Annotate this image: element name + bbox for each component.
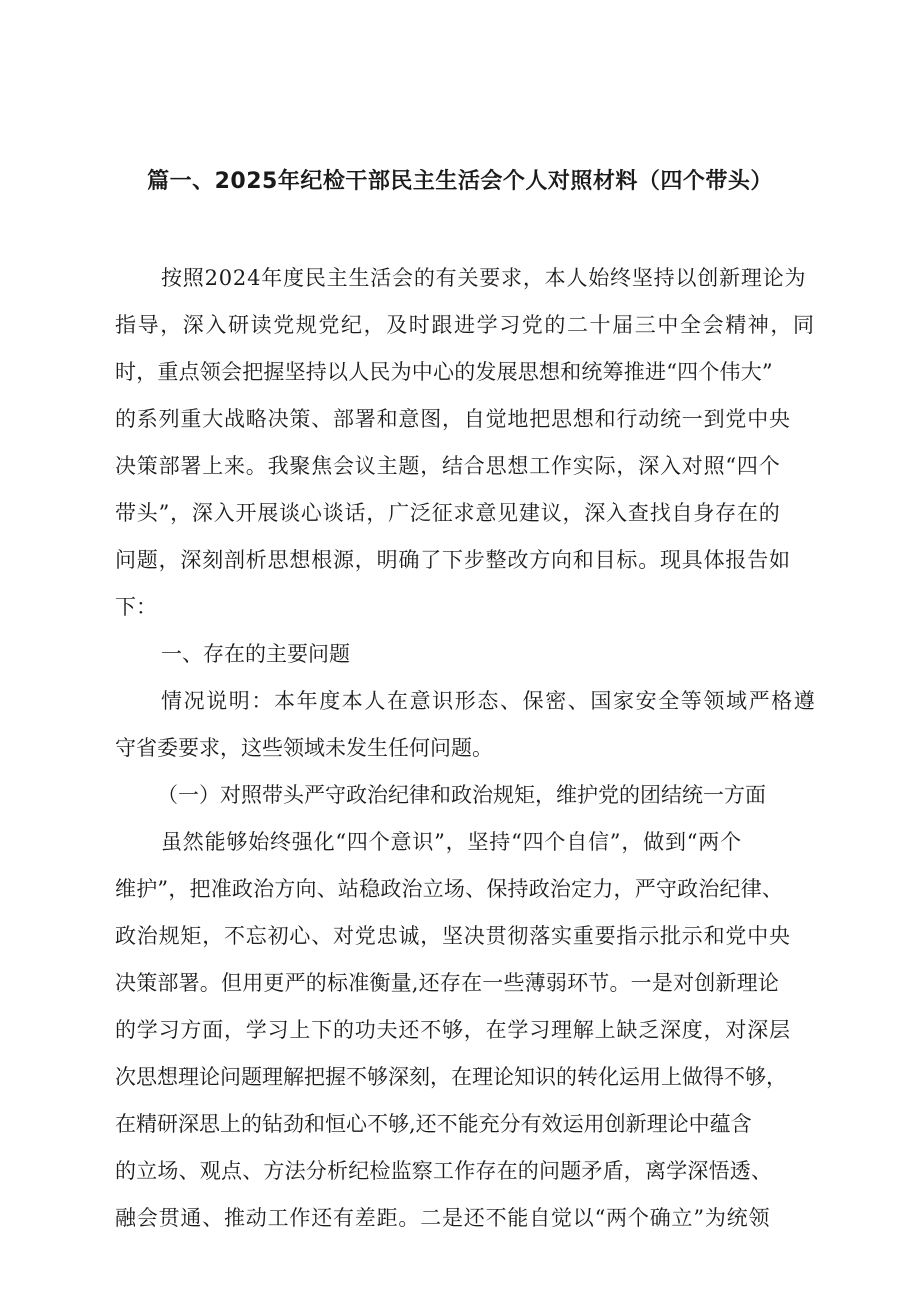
detail-line: 的学习方面，学习上下的功夫还不够，在学习理解上缺乏深度，对深层 xyxy=(115,1018,791,1042)
detail-line: 政治规矩，不忘初心、对党忠诚，坚决贯彻落实重要指示批示和党中央 xyxy=(115,924,791,948)
detail-line: 决策部署。但用更严的标准衡量,还存在一些薄弱环节。一是对创新理论 xyxy=(115,971,780,995)
detail-line: 融会贯通、推动工作还有差距。二是还不能自觉以“两个确立”为统领 xyxy=(115,1206,771,1230)
paragraph-line: 带头”，深入开展谈心谈话，广泛征求意见建议，深入查找自身存在的 xyxy=(115,501,781,525)
paragraph-line: 的系列重大战略决策、部署和意图，自觉地把思想和行动统一到党中央 xyxy=(115,407,791,431)
paragraph-line: 按照2024年度民主生活会的有关要求，本人始终坚持以创新理论为 xyxy=(161,266,807,290)
paragraph-line: 指导，深入研读党规党纪，及时跟进学习党的二十届三中全会精神，同 xyxy=(115,313,816,337)
detail-line: 虽然能够始终强化“四个意识”，坚持“四个自信”，做到“两个 xyxy=(161,830,742,854)
paragraph-line: 时，重点领会把握坚持以人民为中心的发展思想和统筹推进“四个伟大” xyxy=(115,360,773,384)
document-title: 篇一、2025年纪检干部民主生活会个人对照材料（四个带头） xyxy=(147,169,773,194)
section-heading: 一、存在的主要问题 xyxy=(161,642,350,666)
subsection-heading: （一）对照带头严守政治纪律和政治规矩，维护党的团结统一方面 xyxy=(157,783,766,807)
document-body xyxy=(115,255,835,1242)
note-line: 守省委要求，这些领域未发生任何问题。 xyxy=(115,736,493,760)
detail-line: 次思想理论问题理解把握不够深刻，在理论知识的转化运用上做得不够， xyxy=(115,1065,787,1089)
paragraph-line: 问题，深刻剖析思想根源，明确了下步整改方向和目标。现具体报告如 xyxy=(115,548,791,572)
detail-line: 在精研深思上的钻劲和恒心不够,还不能充分有效运用创新理论中蕴含 xyxy=(115,1112,752,1136)
detail-line: 的立场、观点、方法分析纪检监察工作存在的问题矛盾，离学深悟透、 xyxy=(115,1159,773,1183)
paragraph-line: 决策部署上来。我聚焦会议主题，结合思想工作实际，深入对照“四个 xyxy=(115,454,781,478)
detail-line: 维护”，把准政治方向、站稳政治立场、保持政治定力，严守政治纪律、 xyxy=(115,877,784,901)
paragraph-line: 下： xyxy=(115,595,157,619)
note-line: 情况说明：本年度本人在意识形态、保密、国家安全等领域严格遵 xyxy=(161,689,817,713)
